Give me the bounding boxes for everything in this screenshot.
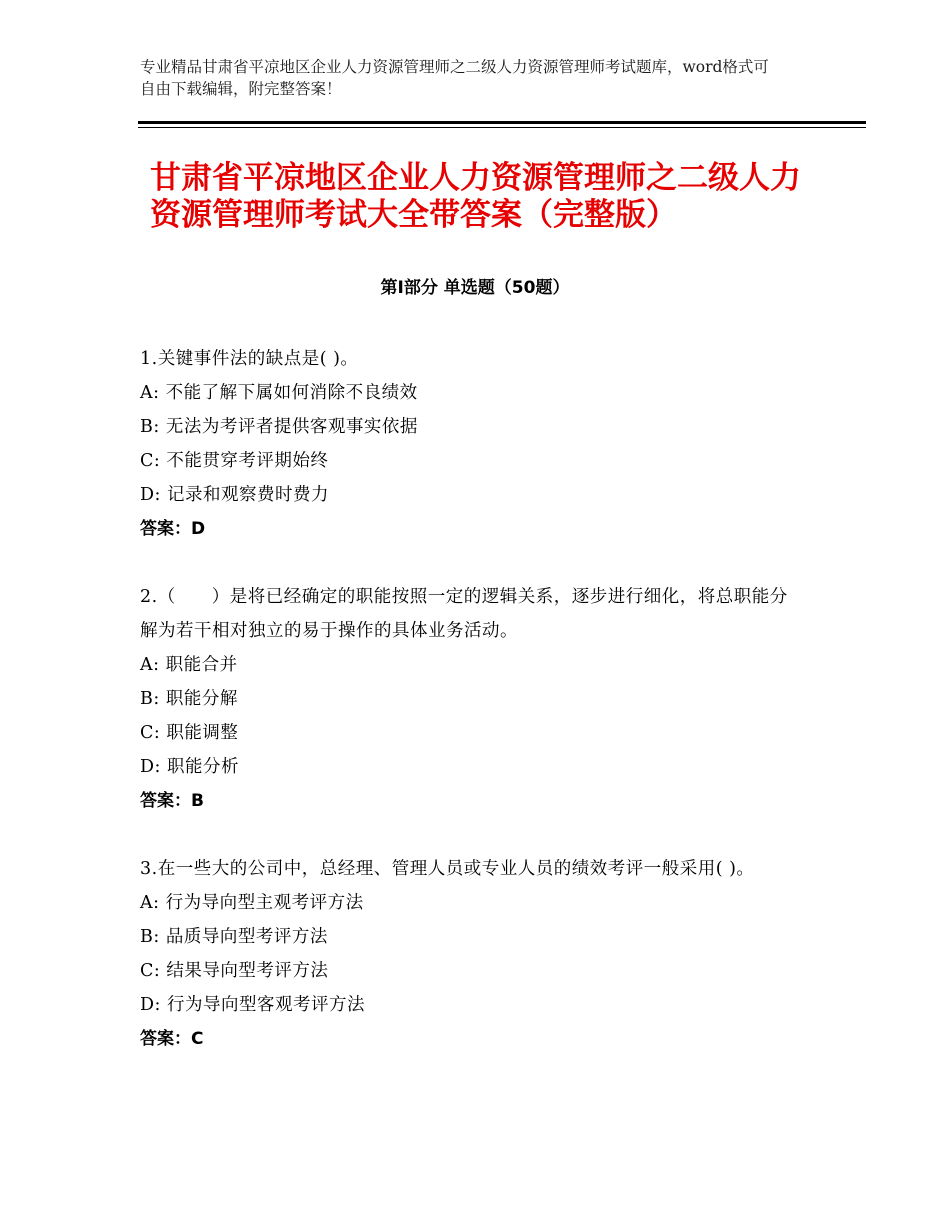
option-c: C: 结果导向型考评方法 xyxy=(140,961,329,981)
option-c: C: 不能贯穿考评期始终 xyxy=(140,451,329,471)
header-rule-thick xyxy=(138,121,866,124)
option-d: D: 记录和观察费时费力 xyxy=(140,485,329,505)
question-stem: 3.在一些大的公司中，总经理、管理人员或专业人员的绩效考评一般采用( )。 xyxy=(140,859,755,879)
question-list xyxy=(140,342,800,1090)
answer-line: 答案：B xyxy=(140,791,204,811)
document-title: 甘肃省平凉地区企业人力资源管理师之二级人力资源管理师考试大全带答案（完整版） xyxy=(150,160,801,233)
option-a: A: 不能了解下属如何消除不良绩效 xyxy=(140,383,418,403)
option-b: B: 职能分解 xyxy=(140,689,238,709)
question-stem: 2.（ ）是将已经确定的职能按照一定的逻辑关系，逐步进行细化，将总职能分解为若干相对独立的易于操作的具体业务活动。 xyxy=(140,587,788,641)
header-note: 专业精品甘肃省平凉地区企业人力资源管理师之二级人力资源管理师考试题库，word格式可自由下载编辑，附完整答案！ xyxy=(140,58,769,98)
question-stem: 1.关键事件法的缺点是( )。 xyxy=(140,349,359,369)
section-heading: 第Ⅰ部分 单选题（50题） xyxy=(380,278,570,298)
option-b: B: 品质导向型考评方法 xyxy=(140,927,328,947)
header-rule-thin xyxy=(138,127,866,128)
option-d: D: 行为导向型客观考评方法 xyxy=(140,995,365,1015)
question-2 xyxy=(140,580,800,818)
question-3 xyxy=(140,852,800,1056)
option-b: B: 无法为考评者提供客观事实依据 xyxy=(140,417,418,437)
option-a: A: 行为导向型主观考评方法 xyxy=(140,893,364,913)
option-d: D: 职能分析 xyxy=(140,757,239,777)
question-1 xyxy=(140,342,800,546)
option-c: C: 职能调整 xyxy=(140,723,239,743)
answer-line: 答案：C xyxy=(140,1029,204,1049)
answer-line: 答案：D xyxy=(140,519,206,539)
option-a: A: 职能合并 xyxy=(140,655,238,675)
